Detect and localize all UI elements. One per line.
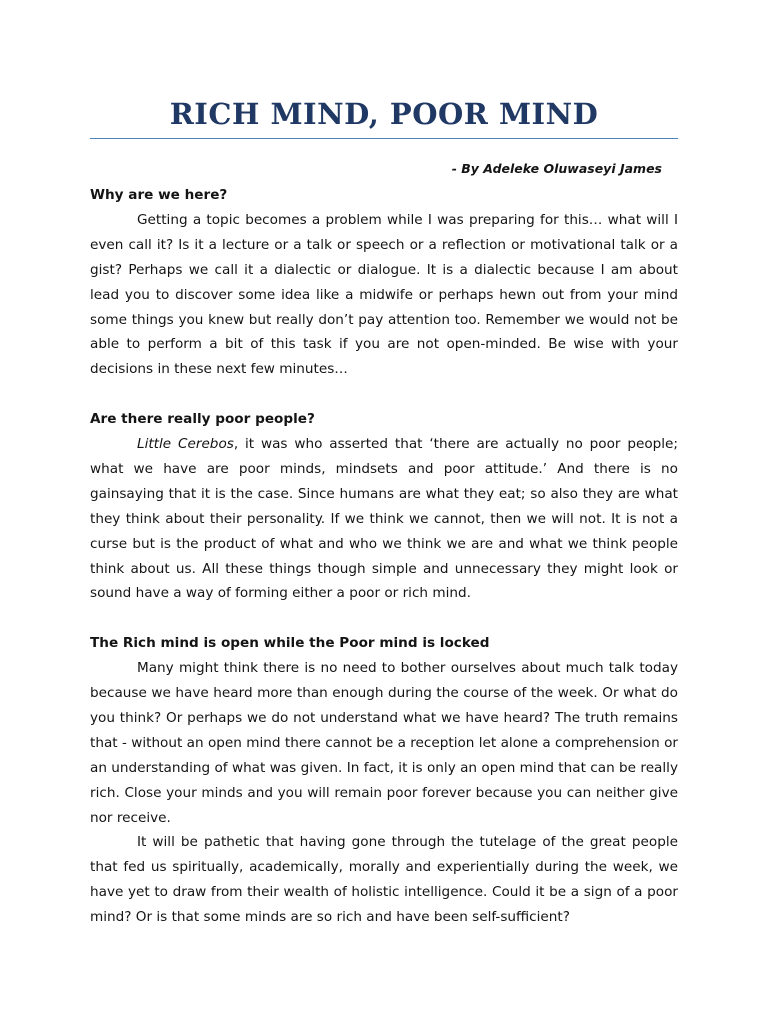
document-body <box>90 183 678 930</box>
section-are-there-poor-people <box>90 407 678 606</box>
section-rich-mind-open <box>90 631 678 930</box>
author-byline: - By Adeleke Oluwaseyi James <box>451 161 662 176</box>
paragraph-text: , it was who asserted that ‘there are actually no poor people; what we have are poor minds, mindsets and poor attitude.’ And there is no gainsaying that it is the case. Since humans are what they eat; so also they are what they think about their personality. If we think we cannot, then we will not. It is not a curse but is the product of what and who we think we are and what we think people think about us. All these things though simple and unnecessary they might look or sound have a way of forming either a poor or rich mind. <box>90 436 678 602</box>
paragraph: It will be pathetic that having gone through the tutelage of the great people that fed us spiritually, academically, morally and experientially during the week, we have yet to draw from their wealth of holistic intelligence. Could it be a sign of a poor mind? Or is that some minds are so rich and have been self-sufficient? <box>90 834 678 926</box>
section-heading: Are there really poor people? <box>90 411 315 428</box>
document-title: RICH MIND, POOR MIND <box>169 97 599 131</box>
section-heading: The Rich mind is open while the Poor mind is locked <box>90 635 490 652</box>
paragraph <box>90 432 678 606</box>
paragraph: Getting a topic becomes a problem while I was preparing for this… what will I even call it? Is it a lecture or a talk or speech or a reflection or motivational talk or a gist? Perhaps we call it a dialectic or dialogue. It is a dialectic because I am about lead you to discover some idea like a midwife or perhaps hewn out from your mind some things you knew but really don’t pay attention too. Remember we would not be able to perform a bit of this task if you are not open-minded. Be wise with your decisions in these next few minutes… <box>90 211 678 378</box>
title-underline-rule <box>90 138 678 139</box>
paragraph: Many might think there is no need to bother ourselves about much talk today because we have heard more than enough during the course of the week. Or what do you think? Or perhaps we do not understand what we have heard? The truth remains that - without an open mind there cannot be a reception let alone a comprehension or an understanding of what was given. In fact, it is only an open mind that can be really rich. Close your minds and you will remain poor forever because you can neither give nor receive. <box>90 660 678 826</box>
section-heading: Why are we here? <box>90 187 228 203</box>
section-why-are-we-here <box>90 183 678 382</box>
italic-name: Little Cerebos <box>137 436 234 453</box>
